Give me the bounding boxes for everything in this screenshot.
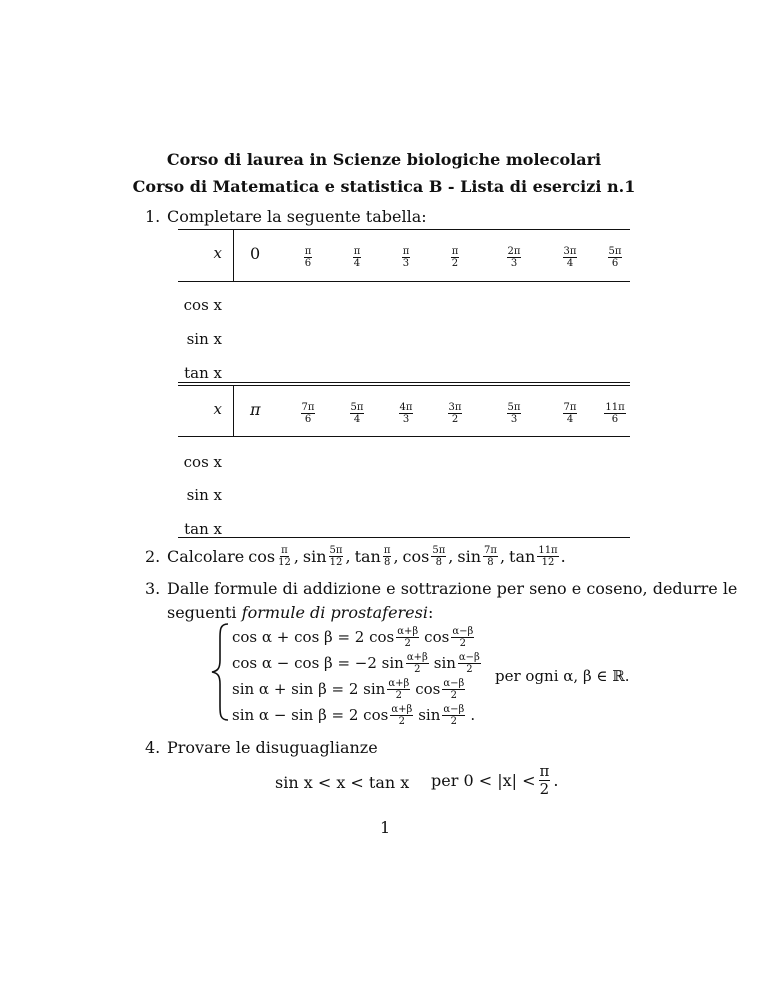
fraction-numerator: α+β [391, 703, 413, 715]
separator: , [499, 547, 506, 566]
trig-function: tan [509, 547, 536, 566]
trig-function: sin [302, 547, 327, 566]
table-header-cell [337, 246, 377, 269]
trig-function: sin [433, 654, 456, 672]
table-header-cell [494, 402, 534, 425]
fraction-numerator: α+β [388, 677, 410, 689]
trig-term [248, 545, 299, 568]
trig-function: sin [457, 547, 482, 566]
exercise-2-line [167, 545, 566, 568]
fraction-numerator: 4π [399, 402, 413, 413]
fraction-numerator: α−β [443, 677, 465, 689]
inequality-condition-prefix: per 0 < |x| < [431, 771, 536, 790]
table-top-rule [178, 229, 630, 230]
inequality: sin x < x < tan x [275, 773, 410, 792]
prostaferesi-formulas [232, 624, 483, 728]
table1-header-divider [233, 229, 234, 282]
fraction-numerator: π [539, 762, 550, 780]
fraction-numerator: 5π [432, 545, 446, 556]
table2-sin-label: sin x [186, 486, 222, 504]
fraction-denominator: 6 [304, 258, 312, 269]
fraction-denominator: 2 [459, 637, 466, 649]
angle-fraction [383, 545, 392, 568]
half-diff-fraction [458, 652, 481, 675]
exercise-3-line2-prefix: seguenti [167, 603, 237, 622]
fraction-denominator: 2 [539, 780, 550, 798]
angle-fraction [353, 246, 362, 269]
fraction-denominator: 2 [451, 258, 459, 269]
table-header-cell [386, 246, 426, 269]
separator: , [345, 547, 351, 566]
fraction-numerator: α+β [397, 625, 419, 637]
table-mid-rule-2 [178, 385, 630, 386]
fraction-numerator: α+β [406, 651, 428, 663]
table-header-cell [435, 402, 475, 425]
table1-tan-label: tan x [184, 364, 222, 382]
table2-header-rule [178, 436, 630, 437]
fraction-numerator: α−β [452, 625, 474, 637]
separator: , [293, 547, 299, 566]
page-number: 1 [380, 818, 391, 837]
fraction-denominator: 2 [404, 637, 411, 649]
fraction-numerator: α−β [443, 703, 465, 715]
angle-fraction [402, 246, 411, 269]
trig-function: cos [248, 547, 276, 566]
table-header-cell [550, 246, 590, 269]
fraction-numerator: π [383, 545, 391, 556]
table2-cos-label: cos x [183, 453, 222, 471]
fraction-denominator: 12 [541, 557, 555, 568]
formula-row [232, 650, 483, 676]
fraction-denominator: 12 [278, 557, 291, 568]
separator: , [448, 547, 454, 566]
table1-x-label: x [213, 244, 222, 262]
table-bottom-rule [178, 537, 630, 538]
angle-fraction [350, 402, 365, 425]
table2-x-label: x [213, 400, 222, 418]
formula-row [232, 676, 483, 702]
formula-end: . [470, 706, 476, 724]
half-diff-fraction [442, 678, 465, 701]
fraction-numerator: 3π [448, 402, 462, 413]
fraction-numerator: π [353, 246, 361, 257]
trig-term [403, 545, 454, 568]
fraction-denominator: 4 [566, 258, 574, 269]
exercise-2-terms [248, 545, 565, 568]
table1-header-rule [178, 281, 630, 282]
table2-first-value: π [250, 400, 261, 419]
table1-first-value: 0 [250, 244, 261, 263]
angle-fraction [329, 545, 344, 568]
trig-term [355, 545, 399, 568]
exercise-2-prefix: Calcolare [167, 547, 245, 566]
trig-function: cos [424, 628, 450, 646]
exercise-2-number: 2. [145, 547, 161, 566]
fraction-numerator: π [304, 246, 312, 257]
fraction-numerator: 3π [563, 246, 577, 257]
angle-fraction [563, 402, 578, 425]
inequality-condition [431, 763, 558, 798]
fraction-numerator: π [451, 246, 459, 257]
half-diff-fraction [442, 704, 465, 727]
fraction-denominator: 6 [611, 258, 619, 269]
table-header-cell [494, 246, 534, 269]
half-sum-fraction [396, 626, 419, 649]
table-mid-rule-1 [178, 382, 630, 383]
table-header-cell [435, 246, 475, 269]
formula-lhs: sin α + sin β = 2 sin [232, 680, 386, 698]
table1-sin-label: sin x [186, 330, 222, 348]
fraction-numerator: π [281, 545, 288, 556]
fraction-denominator: 4 [353, 258, 361, 269]
left-brace-icon [210, 622, 232, 726]
angle-fraction [608, 246, 623, 269]
fraction-numerator: 2π [507, 246, 521, 257]
trig-function: sin [418, 706, 441, 724]
angle-fraction [399, 402, 414, 425]
fraction-numerator: 5π [329, 545, 343, 556]
fraction-numerator: 11π [538, 545, 558, 556]
table-header-cell [550, 402, 590, 425]
trig-term [509, 545, 566, 568]
exercise-3-condition: per ogni α, β ∈ ℝ. [495, 667, 630, 685]
inequality-condition-end: . [553, 771, 559, 790]
half-sum-fraction [390, 704, 413, 727]
angle-fraction [451, 246, 460, 269]
exercise-3-line2 [167, 603, 433, 622]
angle-fraction [507, 246, 522, 269]
fraction-numerator: 5π [350, 402, 364, 413]
fraction-numerator: 7π [301, 402, 315, 413]
exercise-3-line2-emphasis: formule di prostaferesi [241, 603, 428, 622]
half-diff-fraction [451, 626, 474, 649]
formula-row [232, 624, 483, 650]
angle-fraction [604, 402, 625, 425]
angle-fraction [448, 402, 463, 425]
fraction-denominator: 2 [414, 663, 421, 675]
trig-term [303, 545, 351, 568]
angle-fraction [431, 545, 446, 568]
table1-cos-label: cos x [183, 296, 222, 314]
fraction-denominator: 4 [566, 414, 574, 425]
fraction-denominator: 2 [451, 414, 459, 425]
angle-fraction [277, 545, 292, 568]
fraction-numerator: 7π [484, 545, 497, 556]
fraction-denominator: 2 [395, 689, 402, 701]
table-header-cell [386, 402, 426, 425]
fraction-denominator: 8 [383, 557, 391, 568]
angle-fraction [483, 545, 498, 568]
table-header-cell [595, 402, 635, 425]
fraction-denominator: 2 [450, 715, 458, 727]
angle-fraction [301, 402, 316, 425]
angle-fraction [304, 246, 313, 269]
fraction-numerator: α−β [458, 651, 480, 663]
half-sum-fraction [406, 652, 429, 675]
fraction-denominator: 3 [402, 414, 410, 425]
half-sum-fraction [387, 678, 410, 701]
fraction-denominator: 6 [611, 414, 619, 425]
table2-tan-label: tan x [184, 520, 222, 538]
table-header-cell [288, 402, 328, 425]
trig-term [457, 545, 505, 568]
exercise-1-number: 1. [145, 207, 161, 226]
fraction-denominator: 12 [329, 557, 343, 568]
table2-header-divider [233, 385, 234, 437]
formula-lhs: cos α − cos β = −2 sin [232, 654, 404, 672]
fraction-numerator: 7π [563, 402, 577, 413]
fraction-numerator: 5π [507, 402, 521, 413]
fraction-numerator: π [402, 246, 410, 257]
document-title: Corso di laurea in Scienze biologiche molecolari [166, 150, 602, 169]
fraction-denominator: 4 [353, 414, 361, 425]
exercise-4-text: Provare le disuguaglianze [167, 738, 378, 757]
exercise-3-number: 3. [145, 579, 161, 598]
fraction-denominator: 2 [398, 715, 405, 727]
table-header-cell [288, 246, 328, 269]
fraction-denominator: 2 [466, 663, 473, 675]
separator: , [393, 547, 399, 566]
fraction-denominator: 2 [450, 689, 458, 701]
exercise-1-text: Completare la seguente tabella: [167, 207, 427, 226]
fraction-denominator: 6 [304, 414, 312, 425]
fraction-denominator: 3 [510, 414, 518, 425]
table-header-cell [595, 246, 635, 269]
formula-lhs: cos α + cos β = 2 cos [232, 628, 395, 646]
fraction-denominator: 8 [487, 557, 494, 568]
pi-over-2-fraction [539, 763, 551, 798]
separator: . [560, 547, 566, 566]
trig-function: cos [415, 680, 441, 698]
angle-fraction [563, 246, 578, 269]
exercise-4-number: 4. [145, 738, 161, 757]
angle-fraction [507, 402, 522, 425]
trig-function: cos [402, 547, 430, 566]
trig-function: tan [354, 547, 381, 566]
table-header-cell [337, 402, 377, 425]
fraction-denominator: 3 [510, 258, 518, 269]
formula-row [232, 702, 483, 728]
exercise-3-line2-suffix: : [427, 603, 434, 622]
fraction-numerator: 5π [608, 246, 622, 257]
fraction-denominator: 3 [402, 258, 410, 269]
angle-fraction [537, 545, 558, 568]
document-subtitle: Corso di Matematica e statistica B - Lista di esercizi n.1 [132, 177, 636, 196]
fraction-denominator: 8 [435, 557, 442, 568]
formula-lhs: sin α − sin β = 2 cos [232, 706, 389, 724]
exercise-3-line1: Dalle formule di addizione e sottrazione per seno e coseno, dedurre le [167, 579, 738, 598]
fraction-numerator: 11π [605, 402, 625, 413]
